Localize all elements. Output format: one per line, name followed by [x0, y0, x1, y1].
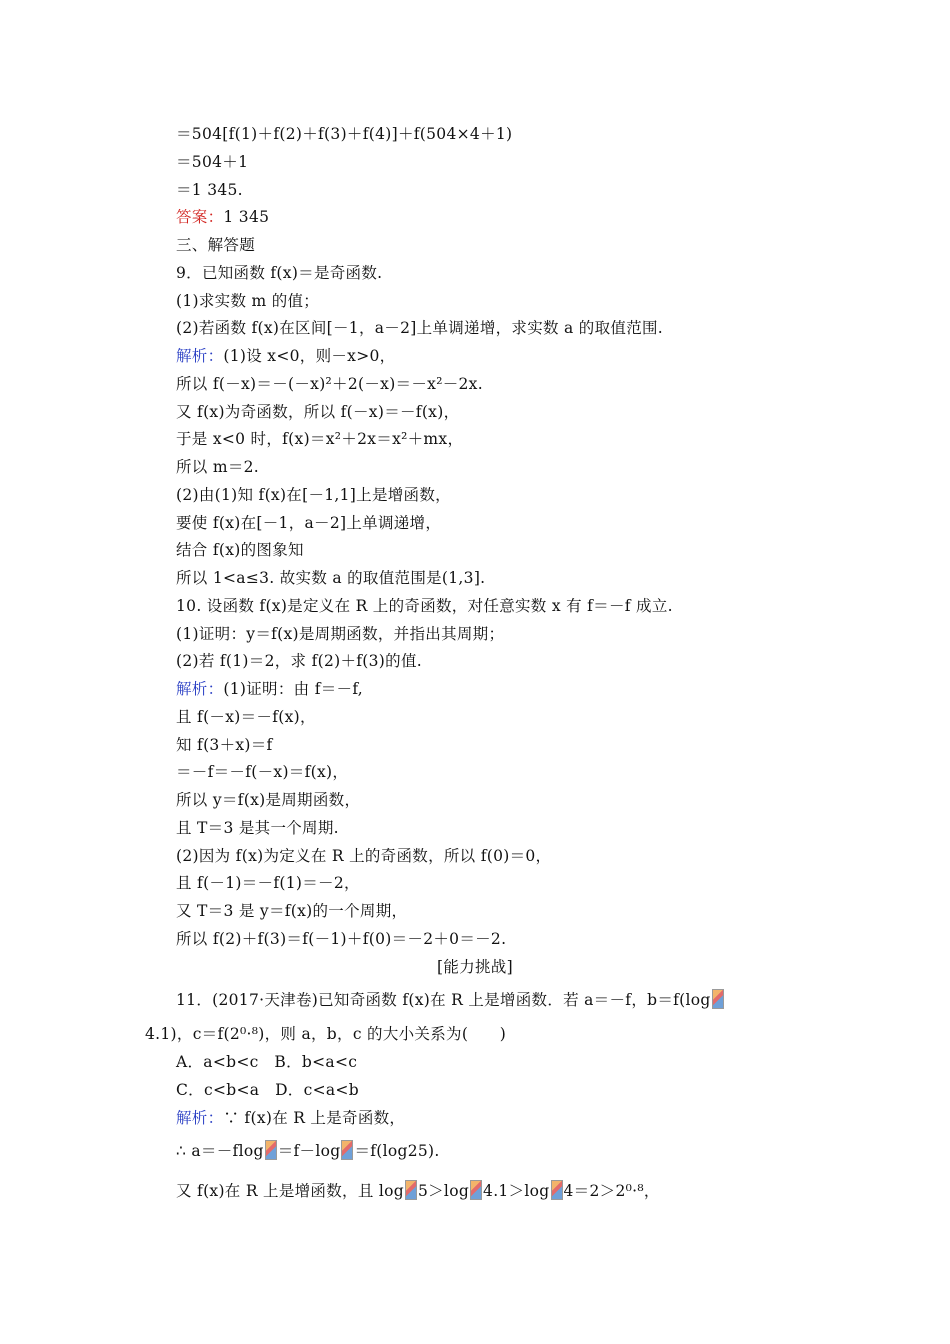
formula-part: ＝f－log	[277, 1142, 341, 1160]
formula-part: 又 f(x)在 R 上是增函数，且 log	[176, 1182, 404, 1200]
formula-part: 4＝2＞2⁰·⁸，	[563, 1182, 660, 1200]
log-base-image-icon	[265, 1140, 277, 1160]
section-heading-challenge: [能力挑战]	[437, 958, 513, 976]
text-line: ＝504＋1	[176, 153, 249, 171]
text-line: 要使 f(x)在[－1，a－2]上单调递增，	[176, 514, 442, 532]
text-line: 又 T＝3 是 y＝f(x)的一个周期，	[176, 902, 408, 920]
text-line: (1)求实数 m 的值；	[176, 292, 320, 310]
analysis-label: 解析：	[176, 1109, 224, 1127]
choice-line: C．c<b<a D．c<a<b	[176, 1081, 359, 1099]
text-line: (2)因为 f(x)为定义在 R 上的奇函数，所以 f(0)＝0，	[176, 847, 552, 865]
answer-value: 1 345	[223, 208, 270, 226]
question-10: 10. 设函数 f(x)是定义在 R 上的奇函数，对任意实数 x 有 f＝－f 成立.	[176, 597, 673, 615]
text-line: 且 T＝3 是其一个周期.	[176, 819, 339, 837]
formula-part: 4.1＞log	[483, 1182, 550, 1200]
text-line: 且 f(－1)＝－f(1)＝－2，	[176, 874, 360, 892]
section-heading: 三、解答题	[176, 236, 256, 254]
analysis-line	[176, 679, 363, 699]
text-line: 于是 x<0 时，f(x)＝x²＋2x＝x²＋mx，	[176, 430, 464, 448]
analysis-line	[176, 1108, 405, 1128]
text-line: (2)若函数 f(x)在区间[－1，a－2]上单调递增，求实数 a 的取值范围.	[176, 319, 664, 337]
text-line: (2)由(1)知 f(x)在[－1,1]上是增函数，	[176, 486, 451, 504]
question-11-text: 11．(2017·天津卷)已知奇函数 f(x)在 R 上是增函数．若 a＝－f，b＝f(log	[176, 991, 711, 1009]
text-line: 结合 f(x)的图象知	[176, 541, 304, 559]
text-line: ＝－f＝－f(－x)＝f(x)，	[176, 763, 349, 781]
analysis-text: ∵ f(x)在 R 上是奇函数，	[223, 1109, 406, 1127]
choice-line: A．a<b<c B．b<a<c	[176, 1053, 358, 1071]
log-base-image-icon	[470, 1180, 482, 1200]
question-9: 9．已知函数 f(x)＝是奇函数.	[176, 264, 383, 282]
text-line: 所以 f(－x)＝－(－x)²＋2(－x)＝－x²－2x.	[176, 375, 483, 393]
text-line: 4.1)，c＝f(2⁰·⁸)，则 a，b，c 的大小关系为( )	[145, 1025, 507, 1043]
answer-line	[176, 207, 269, 227]
formula-part: ∴ a＝－flog	[176, 1142, 264, 1160]
log-base-image-icon	[551, 1180, 563, 1200]
analysis-text: (1)设 x<0，则－x>0，	[223, 347, 396, 365]
text-line: 知 f(3＋x)＝f	[176, 736, 273, 754]
question-11	[176, 989, 812, 1010]
text-line: (2)若 f(1)＝2，求 f(2)＋f(3)的值.	[176, 652, 422, 670]
analysis-label: 解析：	[176, 347, 224, 365]
formula-part: 5＞log	[417, 1182, 470, 1200]
text-line: 且 f(－x)＝－f(x)，	[176, 708, 316, 726]
log-base-image-icon	[341, 1140, 353, 1160]
analysis-line	[176, 346, 395, 366]
text-line: 所以 f(2)＋f(3)＝f(－1)＋f(0)＝－2＋0＝－2.	[176, 930, 507, 948]
log-base-image-icon	[712, 989, 724, 1009]
text-line: ＝504[f(1)＋f(2)＋f(3)＋f(4)]＋f(504×4＋1)	[176, 125, 513, 143]
text-line: (1)证明：y＝f(x)是周期函数，并指出其周期；	[176, 625, 505, 643]
text-line: 所以 y＝f(x)是周期函数，	[176, 791, 361, 809]
text-line: 所以 1<a≤3. 故实数 a 的取值范围是(1,3].	[176, 569, 486, 587]
text-line: ＝1 345.	[176, 181, 243, 199]
text-line: 所以 m＝2.	[176, 458, 260, 476]
log-base-image-icon	[405, 1180, 417, 1200]
formula-line	[176, 1140, 440, 1161]
formula-line	[176, 1180, 660, 1201]
formula-part: ＝f(log25).	[354, 1142, 440, 1160]
analysis-text: (1)证明：由 f＝－f,	[223, 680, 364, 698]
analysis-label: 解析：	[176, 680, 224, 698]
text-line: 又 f(x)为奇函数，所以 f(－x)＝－f(x)，	[176, 403, 460, 421]
answer-label: 答案：	[176, 208, 224, 226]
